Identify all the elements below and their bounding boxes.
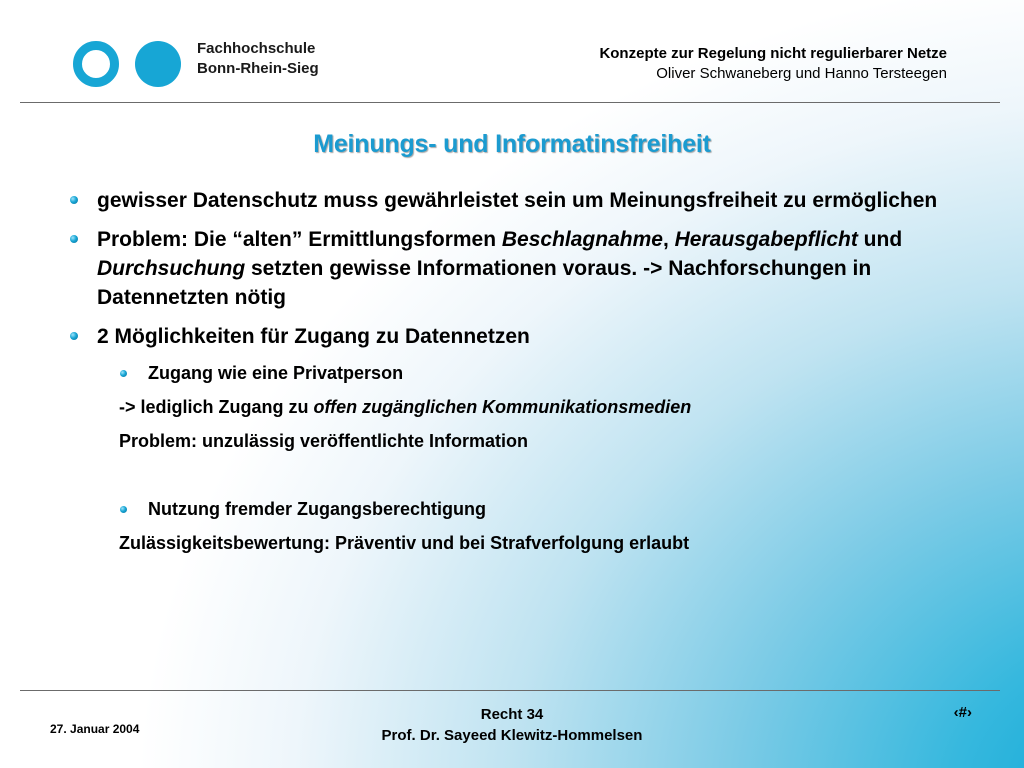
bullet-text: gewisser Datenschutz muss gewährleistet sein um Meinungsfreiheit zu ermöglichen (97, 189, 938, 212)
logo-disc-icon (135, 41, 181, 87)
school-name (197, 39, 319, 79)
spacer (0, 463, 1024, 497)
sub-item-continuation: Zulässigkeitsbewertung: Präventiv und bei Strafverfolgung erlaubt (119, 533, 690, 553)
bullet-text (97, 225, 957, 312)
school-name-line2: Bonn-Rhein-Sieg (197, 60, 319, 77)
school-name-line1: Fachhochschule (197, 40, 316, 57)
footer-divider (20, 690, 1000, 691)
talk-authors: Oliver Schwaneberg und Hanno Tersteegen (656, 65, 947, 82)
bullet-text: 2 Möglichkeiten für Zugang zu Datennetzen (97, 325, 530, 348)
list-item (0, 322, 1024, 351)
sub-item-continuation: Problem: unzulässig veröffentlichte Information (119, 431, 529, 451)
sub-list-item (0, 361, 1024, 385)
list-item (0, 225, 1024, 312)
footer-course: Recht 34 (480, 706, 544, 723)
sub-item-continuation (119, 395, 1024, 419)
sub-bullet-text: Zugang wie eine Privatperson (148, 363, 404, 383)
page-number: ‹#› (953, 704, 972, 721)
bullet-list (0, 186, 1024, 565)
bullet-text-part: Problem: Die “alten” Ermittlungsformen (97, 228, 502, 251)
round-bullet-icon (70, 332, 78, 340)
bullet-text-part: , (662, 228, 675, 251)
continuation-text: -> lediglich Zugang zu (119, 397, 314, 417)
bullet-text-italic: Beschlagnahme (501, 228, 663, 251)
footer-center (0, 704, 1024, 746)
logo-ring-icon (73, 41, 119, 87)
continuation-italic: offen zugänglichen Kommunikationsmedien (313, 397, 692, 417)
footer-professor: Prof. Dr. Sayeed Klewitz-Hommelsen (381, 727, 643, 744)
round-bullet-icon (70, 196, 78, 204)
bullet-text-italic: Durchsuchung (97, 257, 246, 280)
talk-title: Konzepte zur Regelung nicht regulierbarer Netze (599, 45, 947, 62)
header-divider (20, 102, 1000, 103)
talk-header (599, 44, 947, 84)
sub-list-item (0, 497, 1024, 521)
round-bullet-icon (70, 235, 78, 243)
footer-date: 27. Januar 2004 (50, 722, 140, 736)
slide-title: Meinungs- und Informatinsfreiheit (313, 130, 711, 158)
round-bullet-icon (120, 370, 127, 377)
bullet-text-part: setzten gewisse Informationen voraus. -> Nachforschungen in Datennetzten nötig (97, 257, 872, 309)
list-item (0, 186, 1024, 215)
bullet-text-part: und (857, 228, 903, 251)
sub-bullet-text: Nutzung fremder Zugangsberechtigung (148, 499, 487, 519)
school-logo (73, 41, 183, 87)
bullet-text-italic: Herausgabepflicht (674, 228, 858, 251)
round-bullet-icon (120, 506, 127, 513)
